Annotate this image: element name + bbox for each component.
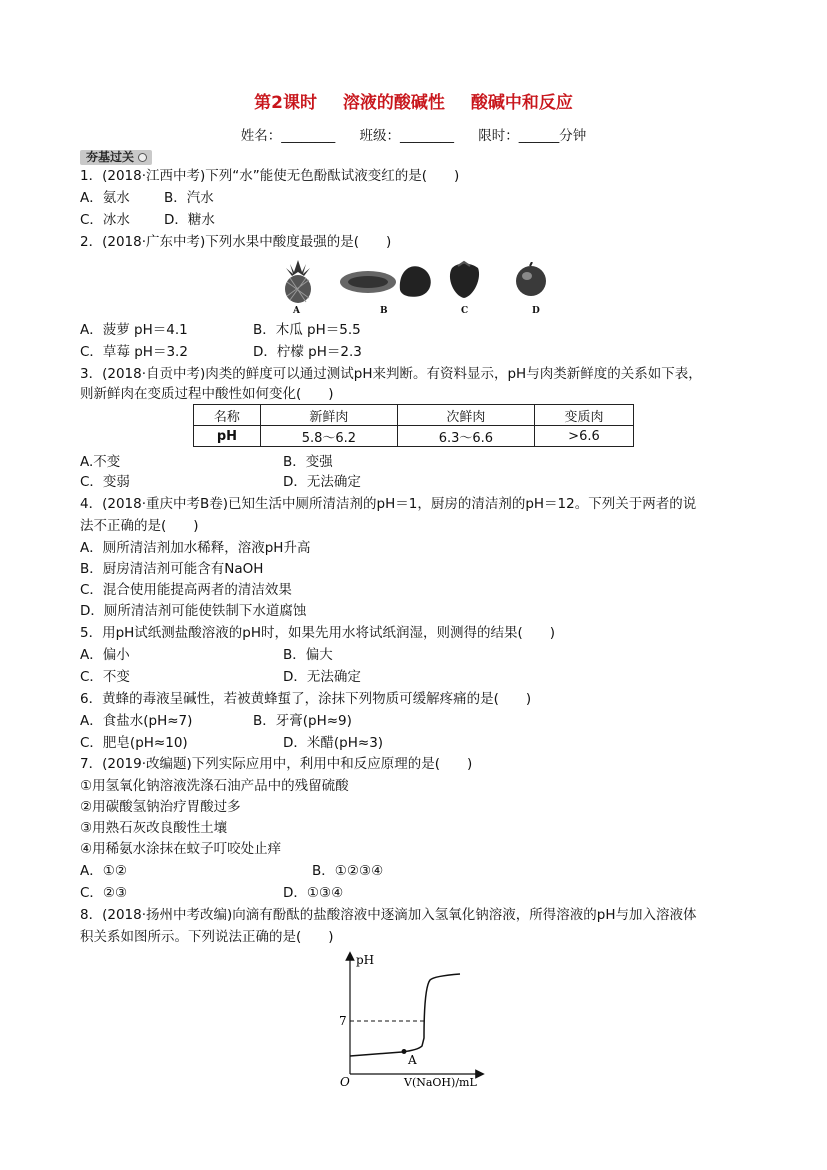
lesson-topic-2: 酸碱中和反应 bbox=[470, 93, 573, 113]
q7-option-c[interactable]: C．②③ bbox=[80, 885, 128, 901]
q6-option-c[interactable]: C．肥皂(pH≈10) bbox=[80, 735, 188, 751]
q7-option-d[interactable]: D．①③④ bbox=[283, 885, 344, 901]
q2-option-d[interactable]: D．柠檬 pH＝2.3 bbox=[253, 344, 362, 360]
table-cell: 6.3～6.6 bbox=[397, 426, 534, 447]
image-label-b: B bbox=[380, 306, 388, 316]
q7-item-4: ④用稀氨水涂抹在蚊子叮咬处止痒 bbox=[80, 841, 282, 857]
q6-option-b[interactable]: B．牙膏(pH≈9) bbox=[253, 713, 352, 729]
origin-label: O bbox=[340, 1075, 350, 1089]
y-axis-label: pH bbox=[356, 953, 375, 967]
q3-stem-line2: 则新鲜肉在变质过程中酸性如何变化( ) bbox=[80, 386, 334, 402]
papaya-image bbox=[338, 262, 436, 298]
q4-option-d[interactable]: D．厕所清洁剂可能使铁制下水道腐蚀 bbox=[80, 603, 307, 619]
ph-titration-graph bbox=[330, 948, 500, 1090]
q2-option-c[interactable]: C．草莓 pH＝3.2 bbox=[80, 344, 188, 360]
q1-option-b[interactable]: B．汽水 bbox=[164, 190, 214, 206]
q5-option-a[interactable]: A．偏小 bbox=[80, 647, 130, 663]
pineapple-image bbox=[278, 258, 318, 304]
point-a-label: A bbox=[408, 1053, 417, 1067]
q3-stem-line1: 3．(2018·自贡中考)肉类的鲜度可以通过测试pH来判断。有资料显示，pH与肉类新鲜度的关系如下表， bbox=[80, 366, 702, 382]
q5-option-c[interactable]: C．不变 bbox=[80, 669, 130, 685]
time-field[interactable]: 限时：______分钟 bbox=[478, 128, 587, 144]
q3-option-c[interactable]: C．变弱 bbox=[80, 474, 130, 490]
q8-stem-line1: 8．(2018·扬州中考改编)向滴有酚酞的盐酸溶液中逐滴加入氢氧化钠溶液，所得溶液的pH与加入溶液体 bbox=[80, 907, 697, 923]
ph-freshness-table bbox=[193, 404, 634, 447]
ph-curve bbox=[350, 974, 460, 1056]
q6-stem: 6．黄蜂的毒液呈碱性，若被黄蜂蜇了，涂抹下列物质可缓解疼痛的是( ) bbox=[80, 691, 532, 707]
q7-item-1: ①用氢氧化钠溶液洗涤石油产品中的残留硫酸 bbox=[80, 778, 349, 794]
q5-stem: 5．用pH试纸测盐酸溶液的pH时，如果先用水将试纸润湿，则测得的结果( ) bbox=[80, 625, 556, 641]
table-header-cell: 变质肉 bbox=[534, 405, 633, 426]
q1-stem: 1．(2018·江西中考)下列“水”能使无色酚酞试液变红的是( ) bbox=[80, 168, 460, 184]
q6-option-a[interactable]: A．食盐水(pH≈7) bbox=[80, 713, 193, 729]
table-row bbox=[194, 426, 634, 447]
q3-option-d[interactable]: D．无法确定 bbox=[283, 474, 361, 490]
q3-option-a[interactable]: A.不变 bbox=[80, 454, 121, 470]
q2-option-a[interactable]: A．菠萝 pH＝4.1 bbox=[80, 322, 188, 338]
q4-stem-line2: 法不正确的是( ) bbox=[80, 518, 199, 534]
image-label-a: A bbox=[293, 306, 300, 316]
q7-item-3: ③用熟石灰改良酸性土壤 bbox=[80, 820, 228, 836]
student-info bbox=[0, 124, 827, 144]
class-field[interactable]: 班级：________ bbox=[359, 128, 454, 144]
q4-option-b[interactable]: B．厨房清洁剂可能含有NaOH bbox=[80, 561, 264, 577]
table-header-cell: 名称 bbox=[194, 405, 261, 426]
name-field[interactable]: 姓名：________ bbox=[240, 128, 336, 144]
strawberry-image bbox=[444, 260, 484, 300]
q6-option-d[interactable]: D．米醋(pH≈3) bbox=[283, 735, 384, 751]
q4-stem-line1: 4．(2018·重庆中考B卷)已知生活中厕所清洁剂的pH＝1，厨房的清洁剂的pH＝12。下列关于两者的说 bbox=[80, 496, 697, 512]
image-label-d: D bbox=[532, 306, 540, 316]
table-cell: 5.8～6.2 bbox=[260, 426, 397, 447]
section-badge: 夯基过关 bbox=[80, 150, 152, 165]
q2-stem: 2．(2018·广东中考)下列水果中酸度最强的是( ) bbox=[80, 234, 392, 250]
q1-option-c[interactable]: C．冰水 bbox=[80, 212, 130, 228]
q5-option-d[interactable]: D．无法确定 bbox=[283, 669, 361, 685]
q1-option-a[interactable]: A．氨水 bbox=[80, 190, 130, 206]
q1-option-d[interactable]: D．糖水 bbox=[164, 212, 215, 228]
q7-stem: 7．(2019·改编题)下列实际应用中，利用中和反应原理的是( ) bbox=[80, 756, 473, 772]
table-cell: >6.6 bbox=[534, 426, 633, 447]
table-header-cell: 次鲜肉 bbox=[397, 405, 534, 426]
q7-option-b[interactable]: B．①②③④ bbox=[312, 863, 384, 879]
lesson-number: 第2课时 bbox=[254, 93, 317, 113]
q5-option-b[interactable]: B．偏大 bbox=[283, 647, 333, 663]
lesson-topic: 溶液的酸碱性 bbox=[342, 93, 445, 113]
q2-option-b[interactable]: B．木瓜 pH＝5.5 bbox=[253, 322, 361, 338]
q4-option-a[interactable]: A．厕所清洁剂加水稀释，溶液pH升高 bbox=[80, 540, 311, 556]
q8-stem-line2: 积关系如图所示。下列说法正确的是( ) bbox=[80, 929, 334, 945]
tick-7-label: 7 bbox=[339, 1014, 347, 1028]
image-label-c: C bbox=[461, 306, 469, 316]
table-row bbox=[194, 405, 634, 426]
q7-item-2: ②用碳酸氢钠治疗胃酸过多 bbox=[80, 799, 241, 815]
q3-option-b[interactable]: B．变强 bbox=[283, 454, 333, 470]
x-axis-label: V(NaOH)/mL bbox=[404, 1076, 477, 1089]
point-a bbox=[402, 1049, 407, 1054]
q7-option-a[interactable]: A．①② bbox=[80, 863, 127, 879]
q4-option-c[interactable]: C．混合使用能提高两者的清洁效果 bbox=[80, 582, 292, 598]
table-cell: pH bbox=[194, 426, 261, 447]
page-title bbox=[0, 88, 827, 113]
table-header-cell: 新鲜肉 bbox=[260, 405, 397, 426]
lemon-image bbox=[512, 262, 550, 298]
